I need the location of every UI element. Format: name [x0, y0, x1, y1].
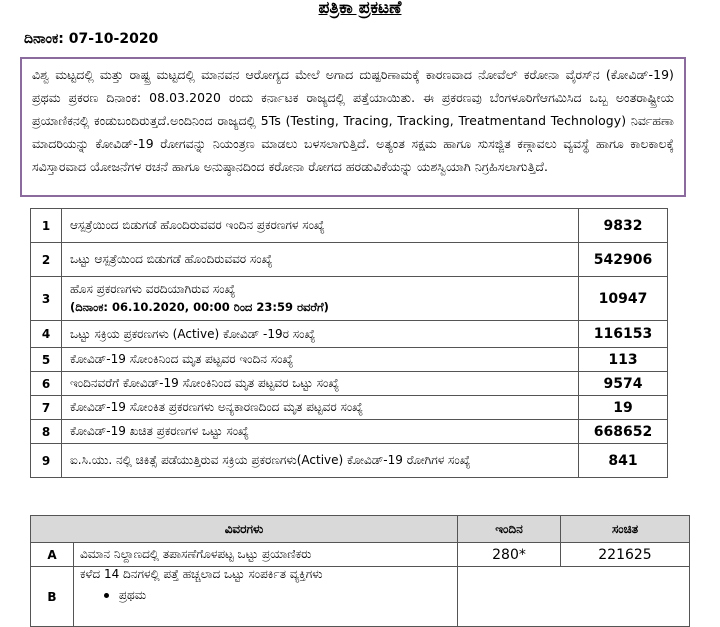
details-header-today: ಇಂದಿನ: [458, 516, 561, 543]
date-label: ದಿನಾಂಕ:: [24, 31, 64, 47]
row-cumulative: 221625: [561, 543, 690, 567]
row-number: 9: [31, 444, 62, 478]
bullet-icon: [104, 593, 109, 598]
row-label: ಹೊಸ ಪ್ರಕರಣಗಳು ವರದಿಯಾಗಿರುವ ಸಂಖ್ಯೆ: [70, 282, 236, 296]
row-label: ಒಟ್ಟು ಸಕ್ರಿಯ ಪ್ರಕರಣಗಳು (Active) ಕೋವಿಡ್ -19ರ ಸಂಖ್ಯೆ: [62, 321, 565, 348]
row-values-empty: [458, 567, 690, 627]
row-value: 9574: [579, 372, 668, 396]
stats-row: [31, 372, 668, 396]
row-value: 19: [579, 396, 668, 420]
details-row: [31, 543, 690, 567]
row-value: 9832: [579, 209, 668, 243]
row-letter: B: [31, 567, 74, 627]
intro-paragraph: ವಿಶ್ವ ಮಟ್ಟದಲ್ಲಿ ಮತ್ತು ರಾಷ್ಟ್ರ ಮಟ್ಟದಲ್ಲಿ ಮಾನವನ ಆರೋಗ್ಯದ ಮೇಲೆ ಅಗಾದ ದುಷ್ಪರಿಣಾಮಕ್ಕೆ ಕಾರಣವಾದ ನೋವೆಲ್ ಕರೋನಾ ವೈರಸ್‌ನ (ಕೋವಿಡ್-19) ಪ್ರಥಮ ಪ್ರಕರಣ ದಿನಾಂಕ: 08.03.2020 ರಂದು ಕರ್ನಾಟಕ ರಾಜ್ಯದಲ್ಲಿ ಪತ್ತೆಯಾಯಿತು. ಈ ಪ್ರಕರಣವು ಬೆಂಗಳೂರಿಗೆಆಗಮಿಸಿದ ಒಬ್ಬ ಅಂತರಾಷ್ಟ್ರೀಯ ಪ್ರಯಾಣಿಕನಲ್ಲಿ ಕಂಡುಬಂದಿರುತ್ತದೆ.ಅಂದಿನಿಂದ ರಾಜ್ಯದಲ್ಲಿ 5Ts (Testing, Tracing, Tracking, Treatmentand Technology) ನಿರ್ವಹಣಾ ಮಾದರಿಯನ್ನು ಕೋವಿಡ್-19 ರೋಗವನ್ನು ನಿಯಂತ್ರಣ ಮಾಡಲು ಬಳಸಲಾಗುತ್ತಿದೆ. ಅತ್ಯಂತ ಸಕ್ಷಮ ಹಾಗೂ ಸುಸಜ್ಜಿತ ಕಣ್ಗಾವಲು ವ್ಯವಸ್ಥೆ ಹಾಗೂ ಕಾಲಕಾಲಕ್ಕೆ ಸವಿಸ್ತಾರವಾದ ಯೋಜನೆಗಳ ರಚನೆ ಹಾಗೂ ಅನುಷ್ಠಾನದಿಂದ ಕರೋನಾ ರೋಗದ ಹರಡುವಿಕೆಯನ್ನು ಯಶಸ್ವಿಯಾಗಿ ನಿಗ್ರಹಿಸಲಾಗುತ್ತಿದೆ.: [20, 57, 686, 197]
row-value: 116153: [579, 321, 668, 348]
row-description: ಕಳೆದ 14 ದಿನಗಳಲ್ಲಿ ಪತ್ತೆ ಹಚ್ಚಲಾದ ಒಟ್ಟು ಸಂಪರ್ಕಿತ ವ್ಯಕ್ತಿಗಳು: [80, 567, 323, 581]
stats-row: [31, 348, 668, 372]
row-number: 1: [31, 209, 62, 243]
details-row: [31, 567, 690, 627]
row-label: ಕೋವಿಡ್-19 ಖಚಿತ ಪ್ರಕರಣಗಳ ಒಟ್ಟು ಸಂಖ್ಯೆ: [62, 420, 565, 444]
details-header-cumulative: ಸಂಚಿತ: [561, 516, 690, 543]
details-header-row: [31, 516, 690, 543]
row-label: ಆಸ್ಪತ್ರೆಯಿಂದ ಬಿಡುಗಡೆ ಹೊಂದಿರುವವರ ಇಂದಿನ ಪ್ರಕರಣಗಳ ಸಂಖ್ಯೆ: [62, 209, 565, 243]
row-number: 7: [31, 396, 62, 420]
row-number: 3: [31, 277, 62, 321]
stats-row: [31, 420, 668, 444]
stats-row: [31, 243, 668, 277]
stats-row: [31, 277, 668, 321]
details-table: [30, 515, 690, 627]
page-title: ಪತ್ರಿಕಾ ಪ್ರಕಟಣೆ: [318, 0, 402, 18]
row-number: 4: [31, 321, 62, 348]
details-header-description: ವಿವರಗಳು: [31, 516, 458, 543]
row-value: 668652: [579, 420, 668, 444]
row-label: ಐ.ಸಿ.ಯು. ನಲ್ಲಿ ಚಿಕಿತ್ಸೆ ಪಡೆಯುತ್ತಿರುವ ಸಕ್ರಿಯ ಪ್ರಕರಣಗಳು(Active) ಕೋವಿಡ್-19 ರೋಗಿಗಳ ಸಂಖ್ಯೆ: [62, 444, 565, 478]
row-value: 841: [579, 444, 668, 478]
row-label: ಒಟ್ಟು ಆಸ್ಪತ್ರೆಯಿಂದ ಬಿಡುಗಡೆ ಹೊಂದಿರುವವರ ಸಂಖ್ಯೆ: [62, 243, 565, 277]
date-line: [24, 31, 158, 47]
row-label: ಕೋವಿಡ್-19 ಸೋಂಕಿತ ಪ್ರಕರಣಗಳು ಅನ್ಯಕಾರಣದಿಂದ ಮೃತ ಪಟ್ಟವರ ಸಂಖ್ಯೆ: [62, 396, 565, 420]
row-today: 280*: [458, 543, 561, 567]
row-number: 6: [31, 372, 62, 396]
row-value: 542906: [579, 243, 668, 277]
stats-row: [31, 209, 668, 243]
stats-table: [30, 208, 668, 478]
row-label: ಕೋವಿಡ್-19 ಸೋಂಕಿನಿಂದ ಮೃತ ಪಟ್ಟವರ ಇಂದಿನ ಸಂಖ್ಯೆ: [62, 348, 565, 372]
row-letter: A: [31, 543, 74, 567]
row-bullet-item: ಪ್ರಥಮ: [118, 588, 147, 602]
row-value: 10947: [579, 277, 668, 321]
row-label: ಇಂದಿನವರೆಗೆ ಕೋವಿಡ್-19 ಸೋಂಕಿನಿಂದ ಮೃತ ಪಟ್ಟವರ ಒಟ್ಟು ಸಂಖ್ಯೆ: [62, 372, 565, 396]
row-sublabel: (ದಿನಾಂಕ: 06.10.2020, 00:00 ರಿಂದ 23:59 ರವರೆಗೆ): [70, 300, 329, 314]
row-description: ವಿಮಾನ ನಿಲ್ದಾಣದಲ್ಲಿ ತಪಾಸಣೆಗೊಳಪಟ್ಟ ಒಟ್ಟು ಪ್ರಯಾಣಿಕರು: [74, 543, 458, 567]
stats-row: [31, 444, 668, 478]
row-number: 5: [31, 348, 62, 372]
row-number: 8: [31, 420, 62, 444]
row-value: 113: [579, 348, 668, 372]
stats-row: [31, 396, 668, 420]
stats-row: [31, 321, 668, 348]
date-value: 07-10-2020: [68, 31, 159, 47]
row-number: 2: [31, 243, 62, 277]
